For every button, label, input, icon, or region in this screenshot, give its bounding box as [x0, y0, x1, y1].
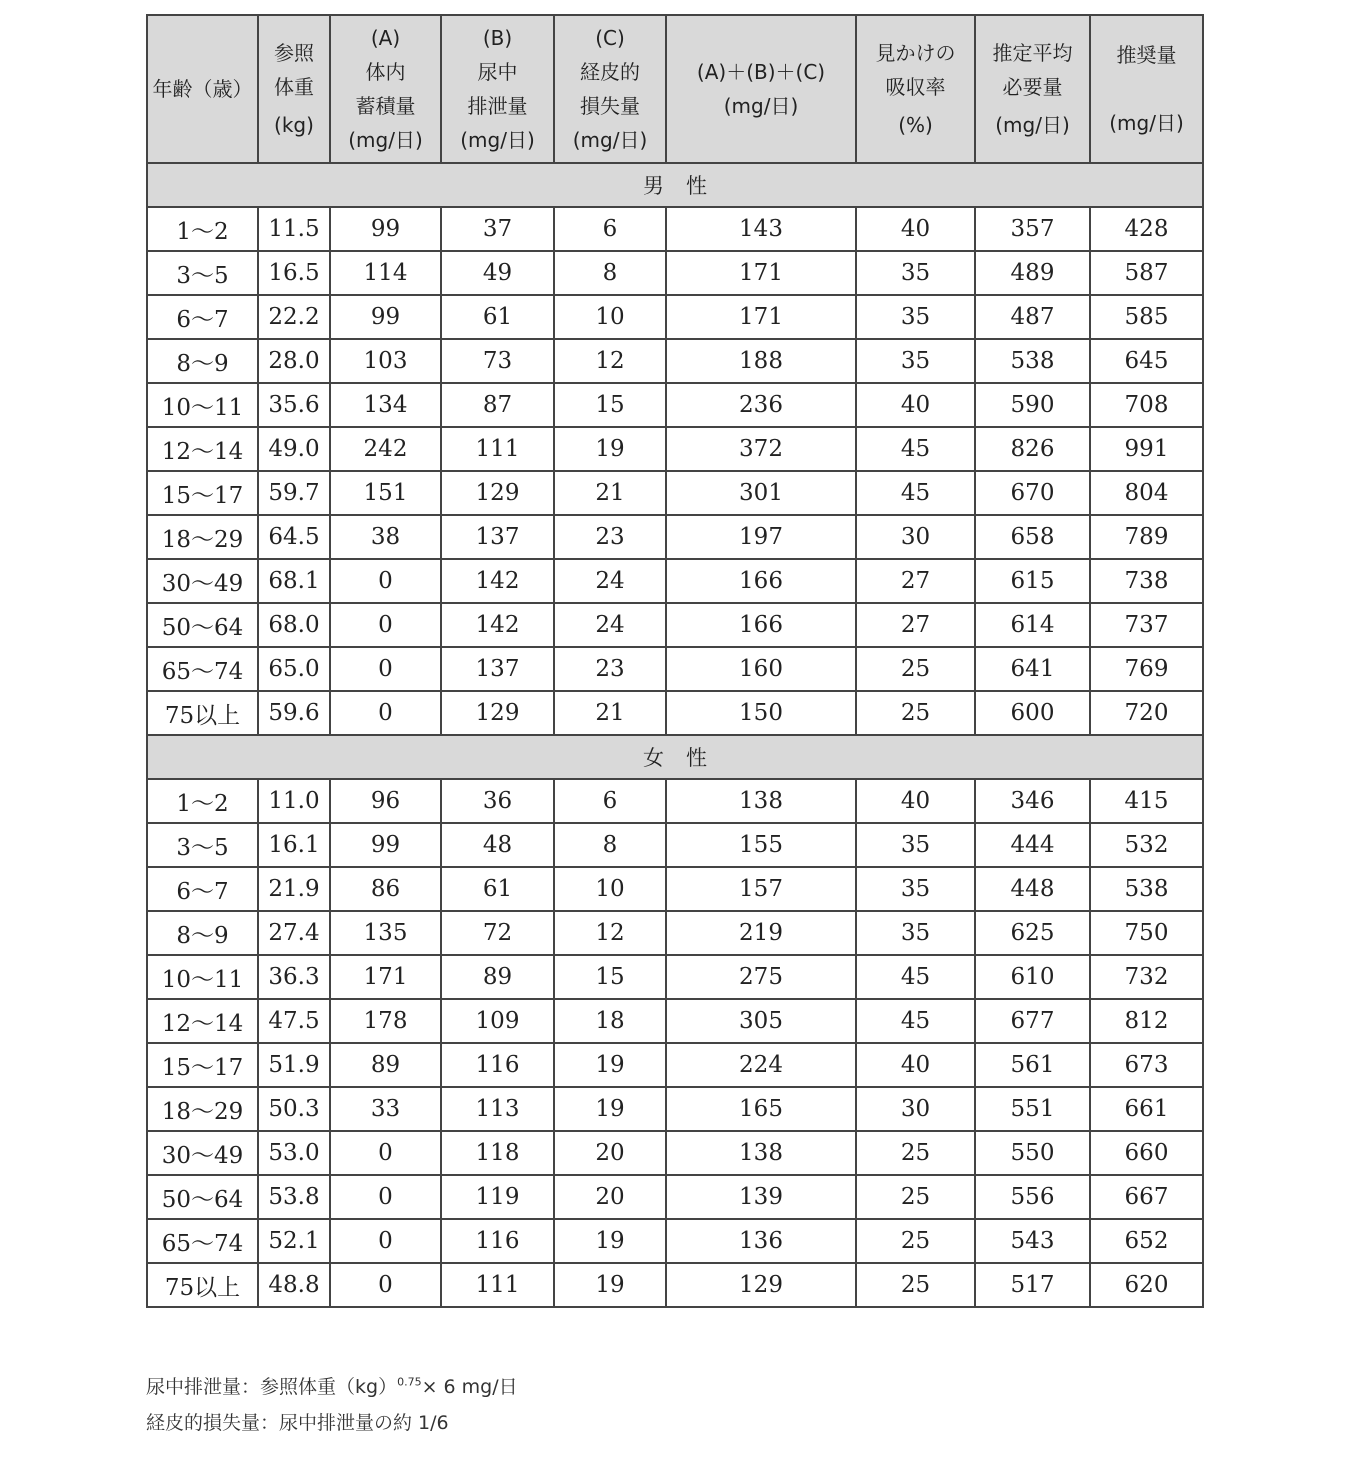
table-cell: 645 — [1090, 339, 1203, 383]
table-cell: 6～7 — [147, 295, 258, 339]
table-cell: 178 — [330, 999, 441, 1043]
table-cell: 224 — [666, 1043, 856, 1087]
table-cell: 50～64 — [147, 1175, 258, 1219]
table-cell: 111 — [441, 1263, 554, 1307]
table-cell: 0 — [330, 1263, 441, 1307]
table-row — [147, 1263, 1203, 1307]
table-cell: 166 — [666, 559, 856, 603]
table-cell: 61 — [441, 295, 554, 339]
table-row — [147, 1131, 1203, 1175]
table-cell: 45 — [856, 955, 975, 999]
table-cell: 171 — [330, 955, 441, 999]
table-cell: 47.5 — [258, 999, 330, 1043]
table-cell: 25 — [856, 1263, 975, 1307]
table-cell: 28.0 — [258, 339, 330, 383]
table-cell: 8 — [554, 823, 666, 867]
table-cell: 23 — [554, 647, 666, 691]
table-cell: 372 — [666, 427, 856, 471]
table-cell: 677 — [975, 999, 1090, 1043]
table-cell: 0 — [330, 603, 441, 647]
table-cell: 22.2 — [258, 295, 330, 339]
table-cell: 36 — [441, 779, 554, 823]
header-col-c: (C) 経皮的 損失量 (mg/日) — [554, 15, 666, 163]
table-cell: 415 — [1090, 779, 1203, 823]
table-cell: 99 — [330, 295, 441, 339]
table-cell: 89 — [330, 1043, 441, 1087]
table-row — [147, 603, 1203, 647]
table-row — [147, 1219, 1203, 1263]
table-cell: 23 — [554, 515, 666, 559]
table-cell: 550 — [975, 1131, 1090, 1175]
table-row — [147, 779, 1203, 823]
table-cell: 40 — [856, 779, 975, 823]
table-cell: 165 — [666, 1087, 856, 1131]
table-cell: 543 — [975, 1219, 1090, 1263]
table-cell: 197 — [666, 515, 856, 559]
header-col-b: (B) 尿中 排泄量 (mg/日) — [441, 15, 554, 163]
table-cell: 53.0 — [258, 1131, 330, 1175]
table-cell: 139 — [666, 1175, 856, 1219]
table-cell: 19 — [554, 1043, 666, 1087]
table-cell: 812 — [1090, 999, 1203, 1043]
table-cell: 658 — [975, 515, 1090, 559]
table-cell: 538 — [1090, 867, 1203, 911]
table-cell: 59.7 — [258, 471, 330, 515]
table-cell: 732 — [1090, 955, 1203, 999]
section-label: 女性 — [147, 735, 1203, 779]
table-cell: 587 — [1090, 251, 1203, 295]
table-cell: 6 — [554, 207, 666, 251]
table-row — [147, 691, 1203, 735]
table-cell: 73 — [441, 339, 554, 383]
table-cell: 48.8 — [258, 1263, 330, 1307]
table-cell: 21.9 — [258, 867, 330, 911]
table-cell: 737 — [1090, 603, 1203, 647]
table-cell: 561 — [975, 1043, 1090, 1087]
table-cell: 275 — [666, 955, 856, 999]
table-cell: 21 — [554, 691, 666, 735]
table-cell: 0 — [330, 647, 441, 691]
table-row — [147, 427, 1203, 471]
table-row — [147, 1043, 1203, 1087]
table-cell: 40 — [856, 207, 975, 251]
table-cell: 45 — [856, 471, 975, 515]
table-cell: 428 — [1090, 207, 1203, 251]
table-cell: 346 — [975, 779, 1090, 823]
table-cell: 171 — [666, 295, 856, 339]
table-cell: 50.3 — [258, 1087, 330, 1131]
table-cell: 12～14 — [147, 427, 258, 471]
table-cell: 86 — [330, 867, 441, 911]
table-cell: 129 — [666, 1263, 856, 1307]
table-row — [147, 1175, 1203, 1219]
table-cell: 19 — [554, 1087, 666, 1131]
table-cell: 789 — [1090, 515, 1203, 559]
table-cell: 20 — [554, 1131, 666, 1175]
table-cell: 0 — [330, 559, 441, 603]
table-cell: 585 — [1090, 295, 1203, 339]
table-cell: 136 — [666, 1219, 856, 1263]
table-cell: 59.6 — [258, 691, 330, 735]
table-cell: 160 — [666, 647, 856, 691]
table-cell: 89 — [441, 955, 554, 999]
table-row — [147, 207, 1203, 251]
table-cell: 25 — [856, 1175, 975, 1219]
table-cell: 35 — [856, 911, 975, 955]
table-cell: 6 — [554, 779, 666, 823]
table-cell: 10 — [554, 867, 666, 911]
table-cell: 52.1 — [258, 1219, 330, 1263]
table-cell: 35 — [856, 867, 975, 911]
table-cell: 667 — [1090, 1175, 1203, 1219]
table-cell: 11.0 — [258, 779, 330, 823]
table-row — [147, 1087, 1203, 1131]
table-cell: 487 — [975, 295, 1090, 339]
table-cell: 142 — [441, 559, 554, 603]
table-cell: 119 — [441, 1175, 554, 1219]
table-cell: 72 — [441, 911, 554, 955]
table-cell: 49.0 — [258, 427, 330, 471]
table-cell: 1～2 — [147, 207, 258, 251]
table-cell: 10～11 — [147, 383, 258, 427]
table-cell: 75以上 — [147, 691, 258, 735]
table-cell: 19 — [554, 1219, 666, 1263]
table-cell: 16.5 — [258, 251, 330, 295]
table-cell: 38 — [330, 515, 441, 559]
table-cell: 610 — [975, 955, 1090, 999]
note-dermal-loss: 経皮的損失量：尿中排泄量の約 1/6 — [146, 1412, 449, 1434]
table-cell: 143 — [666, 207, 856, 251]
table-cell: 30～49 — [147, 559, 258, 603]
section-row — [147, 163, 1203, 207]
table-cell: 11.5 — [258, 207, 330, 251]
table-row — [147, 559, 1203, 603]
table-cell: 708 — [1090, 383, 1203, 427]
table-cell: 68.1 — [258, 559, 330, 603]
table-cell: 15～17 — [147, 471, 258, 515]
table-cell: 18 — [554, 999, 666, 1043]
table-cell: 37 — [441, 207, 554, 251]
table-cell: 40 — [856, 1043, 975, 1087]
table-cell: 155 — [666, 823, 856, 867]
table-cell: 652 — [1090, 1219, 1203, 1263]
table-cell: 1～2 — [147, 779, 258, 823]
table-cell: 10～11 — [147, 955, 258, 999]
table-cell: 750 — [1090, 911, 1203, 955]
table-cell: 35 — [856, 295, 975, 339]
table-cell: 50～64 — [147, 603, 258, 647]
table-row — [147, 867, 1203, 911]
table-cell: 614 — [975, 603, 1090, 647]
table-cell: 45 — [856, 427, 975, 471]
table-cell: 804 — [1090, 471, 1203, 515]
table-cell: 25 — [856, 1219, 975, 1263]
table-cell: 151 — [330, 471, 441, 515]
table-cell: 673 — [1090, 1043, 1203, 1087]
table-cell: 532 — [1090, 823, 1203, 867]
table-cell: 12 — [554, 339, 666, 383]
table-row — [147, 339, 1203, 383]
header-sum: (A)＋(B)＋(C) (mg/日) — [666, 15, 856, 163]
table-cell: 157 — [666, 867, 856, 911]
table-cell: 75以上 — [147, 1263, 258, 1307]
table-cell: 113 — [441, 1087, 554, 1131]
table-cell: 489 — [975, 251, 1090, 295]
table-cell: 25 — [856, 647, 975, 691]
table-cell: 18～29 — [147, 1087, 258, 1131]
table-cell: 15 — [554, 955, 666, 999]
table-cell: 448 — [975, 867, 1090, 911]
note-urinary-formula: 尿中排泄量：参照体重（kg）$^{0.75}$× 6 mg/日 — [146, 1375, 518, 1398]
table-cell: 236 — [666, 383, 856, 427]
table-cell: 103 — [330, 339, 441, 383]
table-cell: 65～74 — [147, 647, 258, 691]
table-cell: 45 — [856, 999, 975, 1043]
table-cell: 12～14 — [147, 999, 258, 1043]
table-cell: 137 — [441, 515, 554, 559]
table-cell: 166 — [666, 603, 856, 647]
table-cell: 991 — [1090, 427, 1203, 471]
table-cell: 600 — [975, 691, 1090, 735]
table-cell: 65～74 — [147, 1219, 258, 1263]
table-cell: 135 — [330, 911, 441, 955]
table-cell: 16.1 — [258, 823, 330, 867]
table-cell: 35 — [856, 823, 975, 867]
header-ear: 推定平均 必要量 (mg/日) — [975, 15, 1090, 163]
table-cell: 142 — [441, 603, 554, 647]
table-cell: 242 — [330, 427, 441, 471]
table-row — [147, 383, 1203, 427]
table-cell: 51.9 — [258, 1043, 330, 1087]
table-cell: 96 — [330, 779, 441, 823]
section-label: 男性 — [147, 163, 1203, 207]
table-cell: 65.0 — [258, 647, 330, 691]
table-cell: 738 — [1090, 559, 1203, 603]
header-col-a: (A) 体内 蓄積量 (mg/日) — [330, 15, 441, 163]
table-cell: 720 — [1090, 691, 1203, 735]
table-cell: 111 — [441, 427, 554, 471]
table-cell: 538 — [975, 339, 1090, 383]
table-cell: 48 — [441, 823, 554, 867]
table-cell: 19 — [554, 1263, 666, 1307]
table-body — [147, 163, 1203, 1307]
table-cell: 8 — [554, 251, 666, 295]
table-cell: 49 — [441, 251, 554, 295]
table-row — [147, 823, 1203, 867]
section-row — [147, 735, 1203, 779]
table-cell: 188 — [666, 339, 856, 383]
table-cell: 3～5 — [147, 251, 258, 295]
table-row — [147, 999, 1203, 1043]
table-cell: 661 — [1090, 1087, 1203, 1131]
table-cell: 620 — [1090, 1263, 1203, 1307]
table-cell: 769 — [1090, 647, 1203, 691]
table-row — [147, 251, 1203, 295]
table-cell: 670 — [975, 471, 1090, 515]
table-cell: 27 — [856, 603, 975, 647]
table-cell: 129 — [441, 691, 554, 735]
table-cell: 134 — [330, 383, 441, 427]
table-cell: 129 — [441, 471, 554, 515]
table-cell: 99 — [330, 823, 441, 867]
table-cell: 30 — [856, 1087, 975, 1131]
table-row — [147, 955, 1203, 999]
table-cell: 625 — [975, 911, 1090, 955]
table-cell: 357 — [975, 207, 1090, 251]
table-cell: 615 — [975, 559, 1090, 603]
table-cell: 33 — [330, 1087, 441, 1131]
table-cell: 150 — [666, 691, 856, 735]
table-cell: 138 — [666, 779, 856, 823]
table-cell: 35.6 — [258, 383, 330, 427]
table-cell: 21 — [554, 471, 666, 515]
table-cell: 8～9 — [147, 339, 258, 383]
table-cell: 3～5 — [147, 823, 258, 867]
table-cell: 24 — [554, 559, 666, 603]
table-cell: 6～7 — [147, 867, 258, 911]
table-row — [147, 647, 1203, 691]
table-cell: 18～29 — [147, 515, 258, 559]
table-cell: 20 — [554, 1175, 666, 1219]
table-cell: 517 — [975, 1263, 1090, 1307]
table-cell: 24 — [554, 603, 666, 647]
table-cell: 53.8 — [258, 1175, 330, 1219]
table-cell: 556 — [975, 1175, 1090, 1219]
table-cell: 171 — [666, 251, 856, 295]
table-cell: 109 — [441, 999, 554, 1043]
header-age: 年齢（歳） — [147, 15, 258, 163]
table-cell: 68.0 — [258, 603, 330, 647]
table-cell: 444 — [975, 823, 1090, 867]
table-cell: 137 — [441, 647, 554, 691]
table-cell: 10 — [554, 295, 666, 339]
table-cell: 40 — [856, 383, 975, 427]
table-cell: 64.5 — [258, 515, 330, 559]
table-row — [147, 911, 1203, 955]
table-cell: 301 — [666, 471, 856, 515]
table-cell: 0 — [330, 691, 441, 735]
table-cell: 27 — [856, 559, 975, 603]
table-cell: 0 — [330, 1131, 441, 1175]
nutrient-requirement-table — [146, 14, 1204, 1308]
table-cell: 30 — [856, 515, 975, 559]
table-cell: 590 — [975, 383, 1090, 427]
table-cell: 15 — [554, 383, 666, 427]
table-cell: 8～9 — [147, 911, 258, 955]
table-cell: 19 — [554, 427, 666, 471]
table-cell: 35 — [856, 251, 975, 295]
table-cell: 25 — [856, 691, 975, 735]
table-cell: 0 — [330, 1175, 441, 1219]
table-cell: 551 — [975, 1087, 1090, 1131]
table-cell: 15～17 — [147, 1043, 258, 1087]
table-row — [147, 515, 1203, 559]
table-cell: 305 — [666, 999, 856, 1043]
table-cell: 35 — [856, 339, 975, 383]
table-cell: 114 — [330, 251, 441, 295]
table-cell: 99 — [330, 207, 441, 251]
header-weight: 参照 体重 (kg) — [258, 15, 330, 163]
table-cell: 118 — [441, 1131, 554, 1175]
table-cell: 116 — [441, 1043, 554, 1087]
table-cell: 116 — [441, 1219, 554, 1263]
table-cell: 36.3 — [258, 955, 330, 999]
table-cell: 12 — [554, 911, 666, 955]
table-cell: 826 — [975, 427, 1090, 471]
table-cell: 641 — [975, 647, 1090, 691]
table-cell: 30～49 — [147, 1131, 258, 1175]
table-row — [147, 295, 1203, 339]
table-row — [147, 471, 1203, 515]
header-rda: 推奨量 (mg/日) — [1090, 15, 1203, 163]
table-cell: 61 — [441, 867, 554, 911]
table-cell: 660 — [1090, 1131, 1203, 1175]
header-absorption: 見かけの 吸収率 (%) — [856, 15, 975, 163]
table-cell: 0 — [330, 1219, 441, 1263]
table-cell: 138 — [666, 1131, 856, 1175]
table-cell: 87 — [441, 383, 554, 427]
table-cell: 25 — [856, 1131, 975, 1175]
table-header — [147, 15, 1203, 163]
table-cell: 27.4 — [258, 911, 330, 955]
table-cell: 219 — [666, 911, 856, 955]
